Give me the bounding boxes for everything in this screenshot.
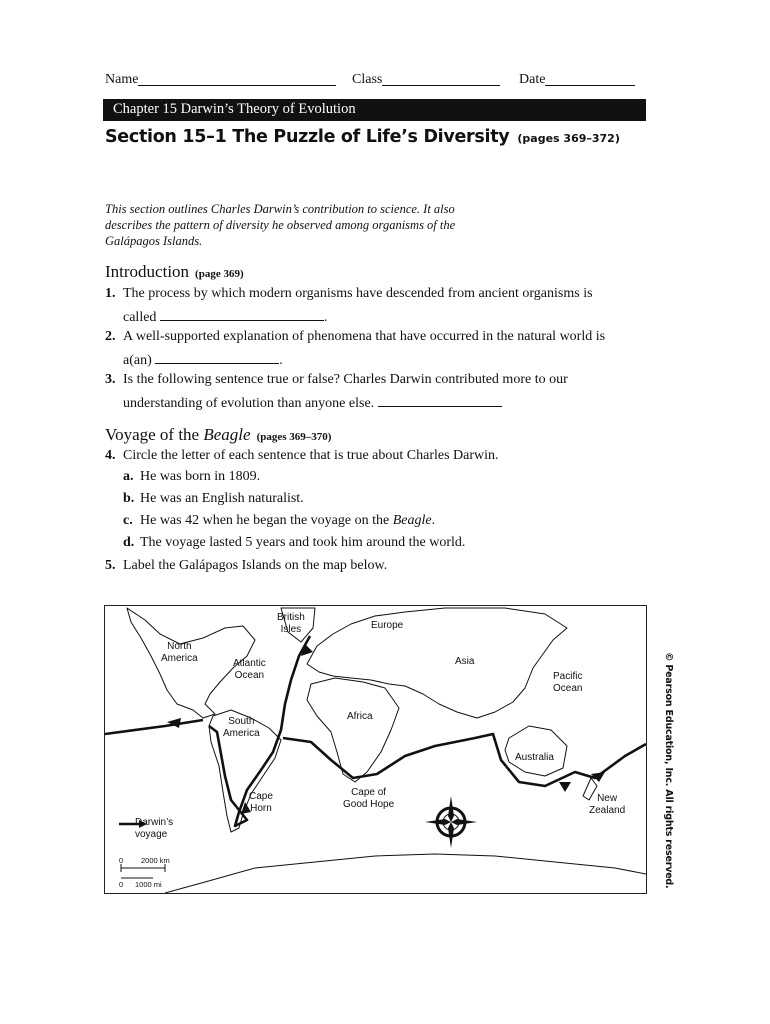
question-2 [105,329,605,345]
option-text: He was 42 when he began the voyage on the [140,513,390,528]
answer-blank[interactable] [378,393,502,407]
introduction-heading [105,262,244,282]
copyright-text: © Pearson Education, Inc. All rights reserved. [663,652,674,889]
voyage-pages: (pages 369–370) [256,431,332,443]
label-british-isles: British Isles [277,612,305,635]
voyage-heading [105,425,331,445]
question-text: Is the following sentence true or false? Charles Darwin contributed more to our [123,372,568,387]
question-3-answer [123,393,502,412]
chapter-title: Chapter 15 Darwin’s Theory of Evolution [113,101,356,117]
option-letter: a. [123,469,134,484]
compass-rose-icon [425,796,477,848]
question-text: The process by which modern organisms have descended from ancient organisms is [123,286,593,301]
intro-paragraph: This section outlines Charles Darwin’s contribution to science. It also describes the pattern of diversity he observed among organisms of the Galápagos Islands. [105,202,456,248]
question-number: 1. [105,286,116,301]
chapter-bar [103,99,646,121]
route-indian-pacific [283,734,646,786]
question-1 [105,286,593,302]
date-label: Date [519,72,546,87]
name-field[interactable] [105,72,138,88]
option-b[interactable] [123,491,304,507]
option-a[interactable] [123,469,260,485]
question-3 [105,372,568,388]
introduction-title: Introduction [105,262,190,281]
scale-km-label: 2000 km [141,856,170,865]
question-4 [105,448,499,464]
label-africa: Africa [347,711,373,722]
question-text: Label the Galápagos Islands on the map below. [123,558,388,573]
option-d[interactable] [123,535,465,551]
question-number: 2. [105,329,116,344]
question-5 [105,558,387,574]
label-cape-horn: Cape Horn [249,791,273,814]
section-title: Section 15–1 The Puzzle of Life’s Diversity [105,127,510,147]
option-letter: c. [123,513,133,528]
voyage-title-italic: Beagle [203,425,251,444]
continent-outlines [127,608,646,893]
world-map[interactable] [104,605,647,894]
scale-zero: 0 [119,856,124,865]
question-number: 5. [105,558,116,573]
label-north-america: North America [161,641,198,664]
section-pages: (pages 369–372) [517,132,620,145]
question-2-answer: a(an) . [123,350,283,369]
question-1-answer: called . [123,307,327,326]
option-text: He was born in 1809. [140,469,261,484]
option-italic: Beagle [392,513,432,528]
label-australia: Australia [515,752,554,763]
label-europe: Europe [371,620,404,631]
option-end: . [431,513,436,528]
scale-mi-label: 1000 mi [135,880,162,889]
label-cape-good-hope: Cape of Good Hope [343,787,395,810]
africa-outline [307,678,399,782]
section-heading [105,127,620,147]
label-south-america: South America [223,716,260,739]
copyright-notice [656,652,680,889]
date-field[interactable] [519,72,545,88]
option-letter: b. [123,491,135,506]
class-field[interactable] [352,72,382,88]
label-pacific-ocean: Pacific Ocean [553,671,583,694]
answer-blank[interactable] [155,350,279,364]
question-number: 3. [105,372,116,387]
option-c[interactable] [123,513,435,529]
label-new-zealand: New Zealand [589,793,626,816]
option-text: He was an English naturalist. [140,491,304,506]
route-arrow [559,782,571,792]
answer-blank[interactable] [160,307,324,321]
label-asia: Asia [455,656,475,667]
voyage-title-prefix: Voyage of the [105,425,200,444]
option-text: The voyage lasted 5 years and took him around the world. [140,535,466,550]
scale-zero: 0 [119,880,124,889]
legend-label: Darwin’s voyage [135,817,174,840]
option-letter: d. [123,535,135,550]
route-pacific-west [105,720,203,734]
question-text: called [123,310,157,325]
name-label: Name [105,72,139,87]
question-text: a(an) [123,353,152,368]
label-atlantic-ocean: Atlantic Ocean [233,658,266,681]
introduction-pages: (page 369) [195,268,244,280]
antarctica-outline [165,854,646,893]
eurasia-outline [307,608,567,718]
question-text: Circle the letter of each sentence that is true about Charles Darwin. [123,448,499,463]
question-number: 4. [105,448,116,463]
class-label: Class [352,72,383,87]
question-text: A well-supported explanation of phenomena that have occurred in the natural world is [123,329,606,344]
question-text: understanding of evolution than anyone else. [123,396,375,411]
australia-outline [505,726,567,776]
